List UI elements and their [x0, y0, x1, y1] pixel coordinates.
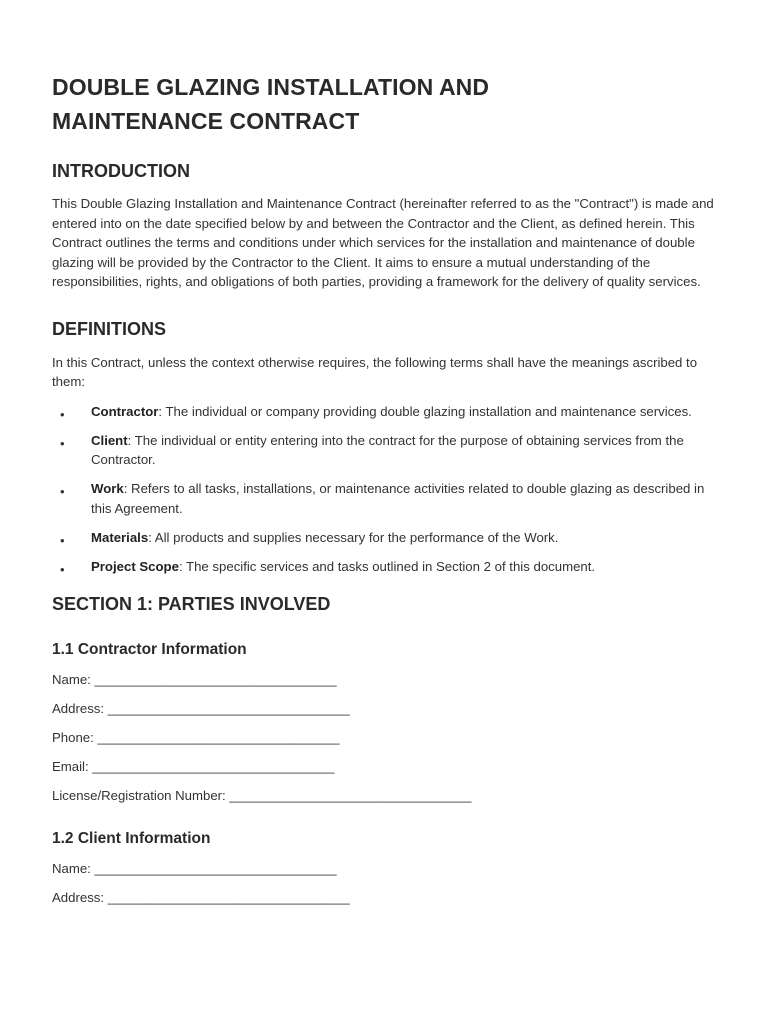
definition-item [52, 431, 724, 470]
definition-term: Materials [91, 529, 149, 545]
contractor-info-heading: 1.1 Contractor Information [52, 641, 247, 658]
introduction-heading: INTRODUCTION [52, 161, 190, 181]
definition-item [52, 528, 724, 548]
client-address-field: Address: _________________________________ [52, 889, 350, 905]
definitions-heading: DEFINITIONS [52, 318, 167, 339]
definition-item [52, 402, 724, 422]
client-info-heading: 1.2 Client Information [52, 829, 211, 847]
definition-item [52, 557, 724, 577]
bullet-icon: • [60, 484, 65, 499]
definition-term: Work [91, 481, 124, 496]
definition-text: : Refers to all tasks, installations, or maintenance activities related to double glazing as described in this Agreement. [91, 481, 705, 516]
client-name-field: Name: _________________________________ [52, 860, 337, 876]
definition-text: : The individual or entity entering into the contract for the purpose of obtaining services from the Contractor. [91, 432, 684, 467]
bullet-icon: • [60, 406, 65, 422]
definition-term: Project Scope [91, 558, 179, 574]
definition-term: Client [91, 432, 128, 448]
contractor-phone-field: Phone: _________________________________ [52, 730, 340, 745]
definitions-intro: In this Contract, unless the context otherwise requires, the following terms shall have the meanings ascribed to them: [52, 354, 698, 389]
contractor-address-field: Address: _________________________________ [52, 701, 350, 716]
contractor-name-field: Name: _________________________________ [52, 672, 337, 687]
document-title: DOUBLE GLAZING INSTALLATION AND MAINTENANCE CONTRACT [52, 74, 490, 134]
contractor-license-field: License/Registration Number: _________________________________ [52, 788, 472, 803]
contractor-email-field: Email: _________________________________ [52, 759, 335, 774]
introduction-paragraph: This Double Glazing Installation and Maintenance Contract (hereinafter referred to as the "Contract") is made and entered into on the date specified below by and between the Contractor and the Client, as defined herein. This Contract outlines the terms and conditions under which services for the installation and maintenance of double glazing will be provided by the Contractor to the Client. It aims to ensure a mutual understanding of the responsibilities, rights, and obligations of both parties, providing a framework for the delivery of quality services. [52, 196, 714, 289]
definition-text: : The specific services and tasks outlined in Section 2 of this document. [178, 558, 596, 574]
definition-text: : The individual or company providing double glazing installation and maintenance services. [158, 403, 692, 419]
document-body [52, 70, 724, 907]
section1-heading: SECTION 1: PARTIES INVOLVED [52, 594, 331, 614]
definition-item [52, 479, 724, 518]
definition-term: Contractor [91, 403, 159, 419]
definition-text: : All products and supplies necessary for the performance of the Work. [148, 529, 559, 545]
definitions-list [52, 402, 724, 577]
bullet-icon: • [60, 532, 65, 548]
bullet-icon: • [60, 561, 65, 577]
bullet-icon: • [60, 435, 65, 451]
